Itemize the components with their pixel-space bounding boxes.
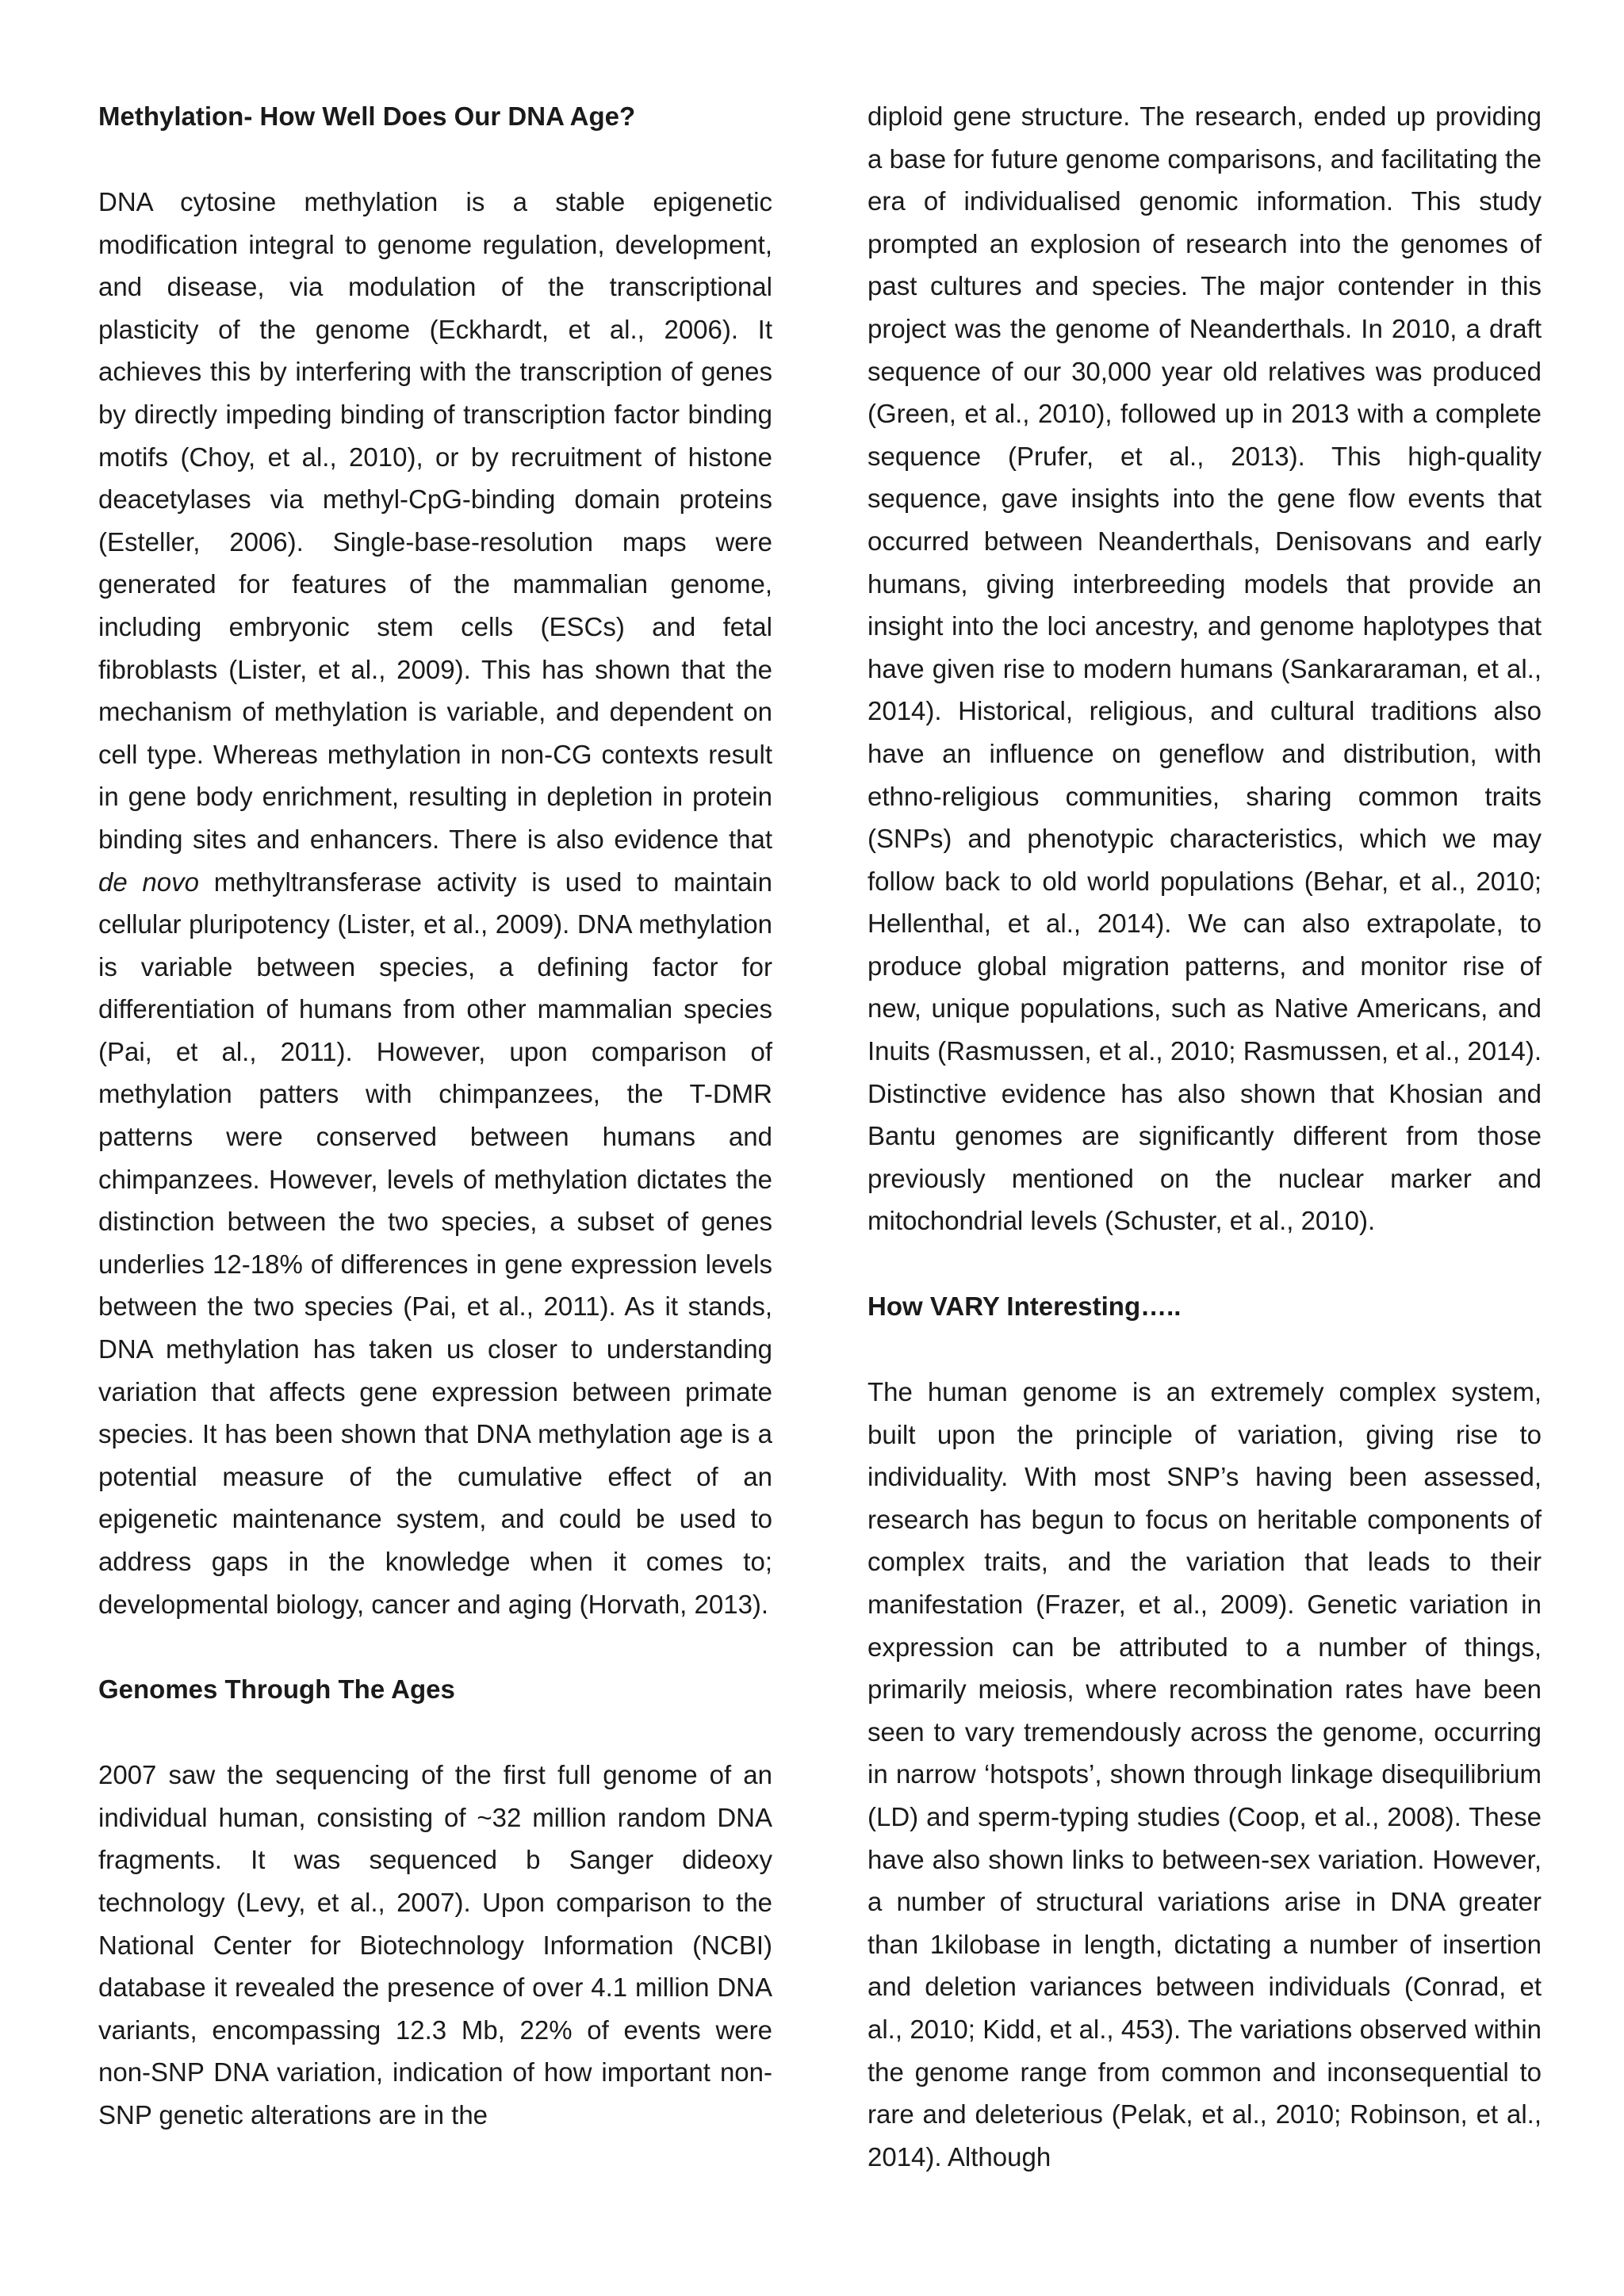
paragraph-methylation <box>98 181 772 1625</box>
right-column <box>868 95 1542 2178</box>
section-heading-variation: How VARY Interesting….. <box>868 1292 1182 1322</box>
section-heading-methylation: Methylation- How Well Does Our DNA Age? <box>98 101 636 131</box>
paragraph-text: methyltransferase activity is used to maintain cellular pluripotency (Lister, et al., 2009). DNA methylation is variable between species, a defining factor for differentiation of humans from other mammalian species (Pai, et al., 2011). However, upon comparison of methylation patters with chimpanzees, the T-DMR patterns were conserved between humans and chimpanzees. However, levels of methylation dictates the distinction between the two species, a subset of genes underlies 12-18% of differences in gene expression levels between the two species (Pai, et al., 2011). As it stands, DNA methylation has taken us closer to understanding variation that affects gene expression between primate species. It has been shown that DNA methylation age is a potential measure of the cumulative effect of an epigenetic maintenance system, and could be used to address gaps in the knowledge when it comes to; developmental biology, cancer and aging (Horvath, 2013). <box>98 867 772 1619</box>
left-column <box>98 95 772 2137</box>
section-heading-genomes: Genomes Through The Ages <box>98 1674 455 1705</box>
paragraph-genomes: 2007 saw the sequencing of the first full genome of an individual human, consisting of ~32 million random DNA fragments. It was sequenced b Sanger dideoxy technology (Levy, et al., 2007). Upon comparison to the National Center for Biotechnology Information (NCBI) database it revealed the presence of over 4.1 million DNA variants, encompassing 12.3 Mb, 22% of events were non-SNP DNA variation, indication of how important non-SNP genetic alterations are in the <box>98 1760 772 2130</box>
paragraph-variation: The human genome is an extremely complex system, built upon the principle of variation, giving rise to individuality. With most SNP’s having been assessed, research has begun to focus on heritable components of complex traits, and the variation that leads to their manifestation (Frazer, et al., 2009). Genetic variation in expression can be attributed to a number of things, primarily meiosis, where recombination rates have been seen to vary tremendously across the genome, occurring in narrow ‘hotspots’, shown through linkage disequilibrium (LD) and sperm-typing studies (Coop, et al., 2008). These have also shown links to between-sex variation. However, a number of structural variations arise in DNA greater than 1kilobase in length, dictating a number of insertion and deletion variances between individuals (Conrad, et al., 2010; Kidd, et al., 453). The variations observed within the genome range from common and inconsequential to rare and deleterious (Pelak, et al., 2010; Robinson, et al., 2014). Although <box>868 1377 1542 2172</box>
italic-term: de novo <box>98 867 199 897</box>
paragraph-text: DNA cytosine methylation is a stable epigenetic modification integral to genome regulation, development, and disease, via modulation of the transcriptional plasticity of the genome (Eckhardt, et al., 2006). It achieves this by interfering with the transcription of genes by directly impeding binding of transcription factor binding motifs (Choy, et al., 2010), or by recruitment of histone deacetylases via methyl-CpG-binding domain proteins (Esteller, 2006). Single-base-resolution maps were generated for features of the mammalian genome, including embryonic stem cells (ESCs) and fetal fibroblasts (Lister, et al., 2009). This has shown that the mechanism of methylation is variable, and dependent on cell type. Whereas methylation in non-CG contexts result in gene body enrichment, resulting in depletion in protein binding sites and enhancers. There is also evidence that <box>98 187 772 854</box>
paragraph-genomes-continued: diploid gene structure. The research, ended up providing a base for future genome comparisons, and facilitating the era of individualised genomic information. This study prompted an explosion of research into the genomes of past cultures and species. The major contender in this project was the genome of Neanderthals. In 2010, a draft sequence of our 30,000 year old relatives was produced (Green, et al., 2010), followed up in 2013 with a complete sequence (Prufer, et al., 2013). This high-quality sequence, gave insights into the gene flow events that occurred between Neanderthals, Denisovans and early humans, giving interbreeding models that provide an insight into the loci ancestry, and genome haplotypes that have given rise to modern humans (Sankararaman, et al., 2014). Historical, religious, and cultural traditions also have an influence on geneflow and distribution, with ethno-religious communities, sharing common traits (SNPs) and phenotypic characteristics, which we may follow back to old world populations (Behar, et al., 2010; Hellenthal, et al., 2014). We can also extrapolate, to produce global migration patterns, and monitor rise of new, unique populations, such as Native Americans, and Inuits (Rasmussen, et al., 2010; Rasmussen, et al., 2014). Distinctive evidence has also shown that Khosian and Bantu genomes are significantly different from those previously mentioned on the nuclear marker and mitochondrial levels (Schuster, et al., 2010). <box>868 101 1542 1236</box>
